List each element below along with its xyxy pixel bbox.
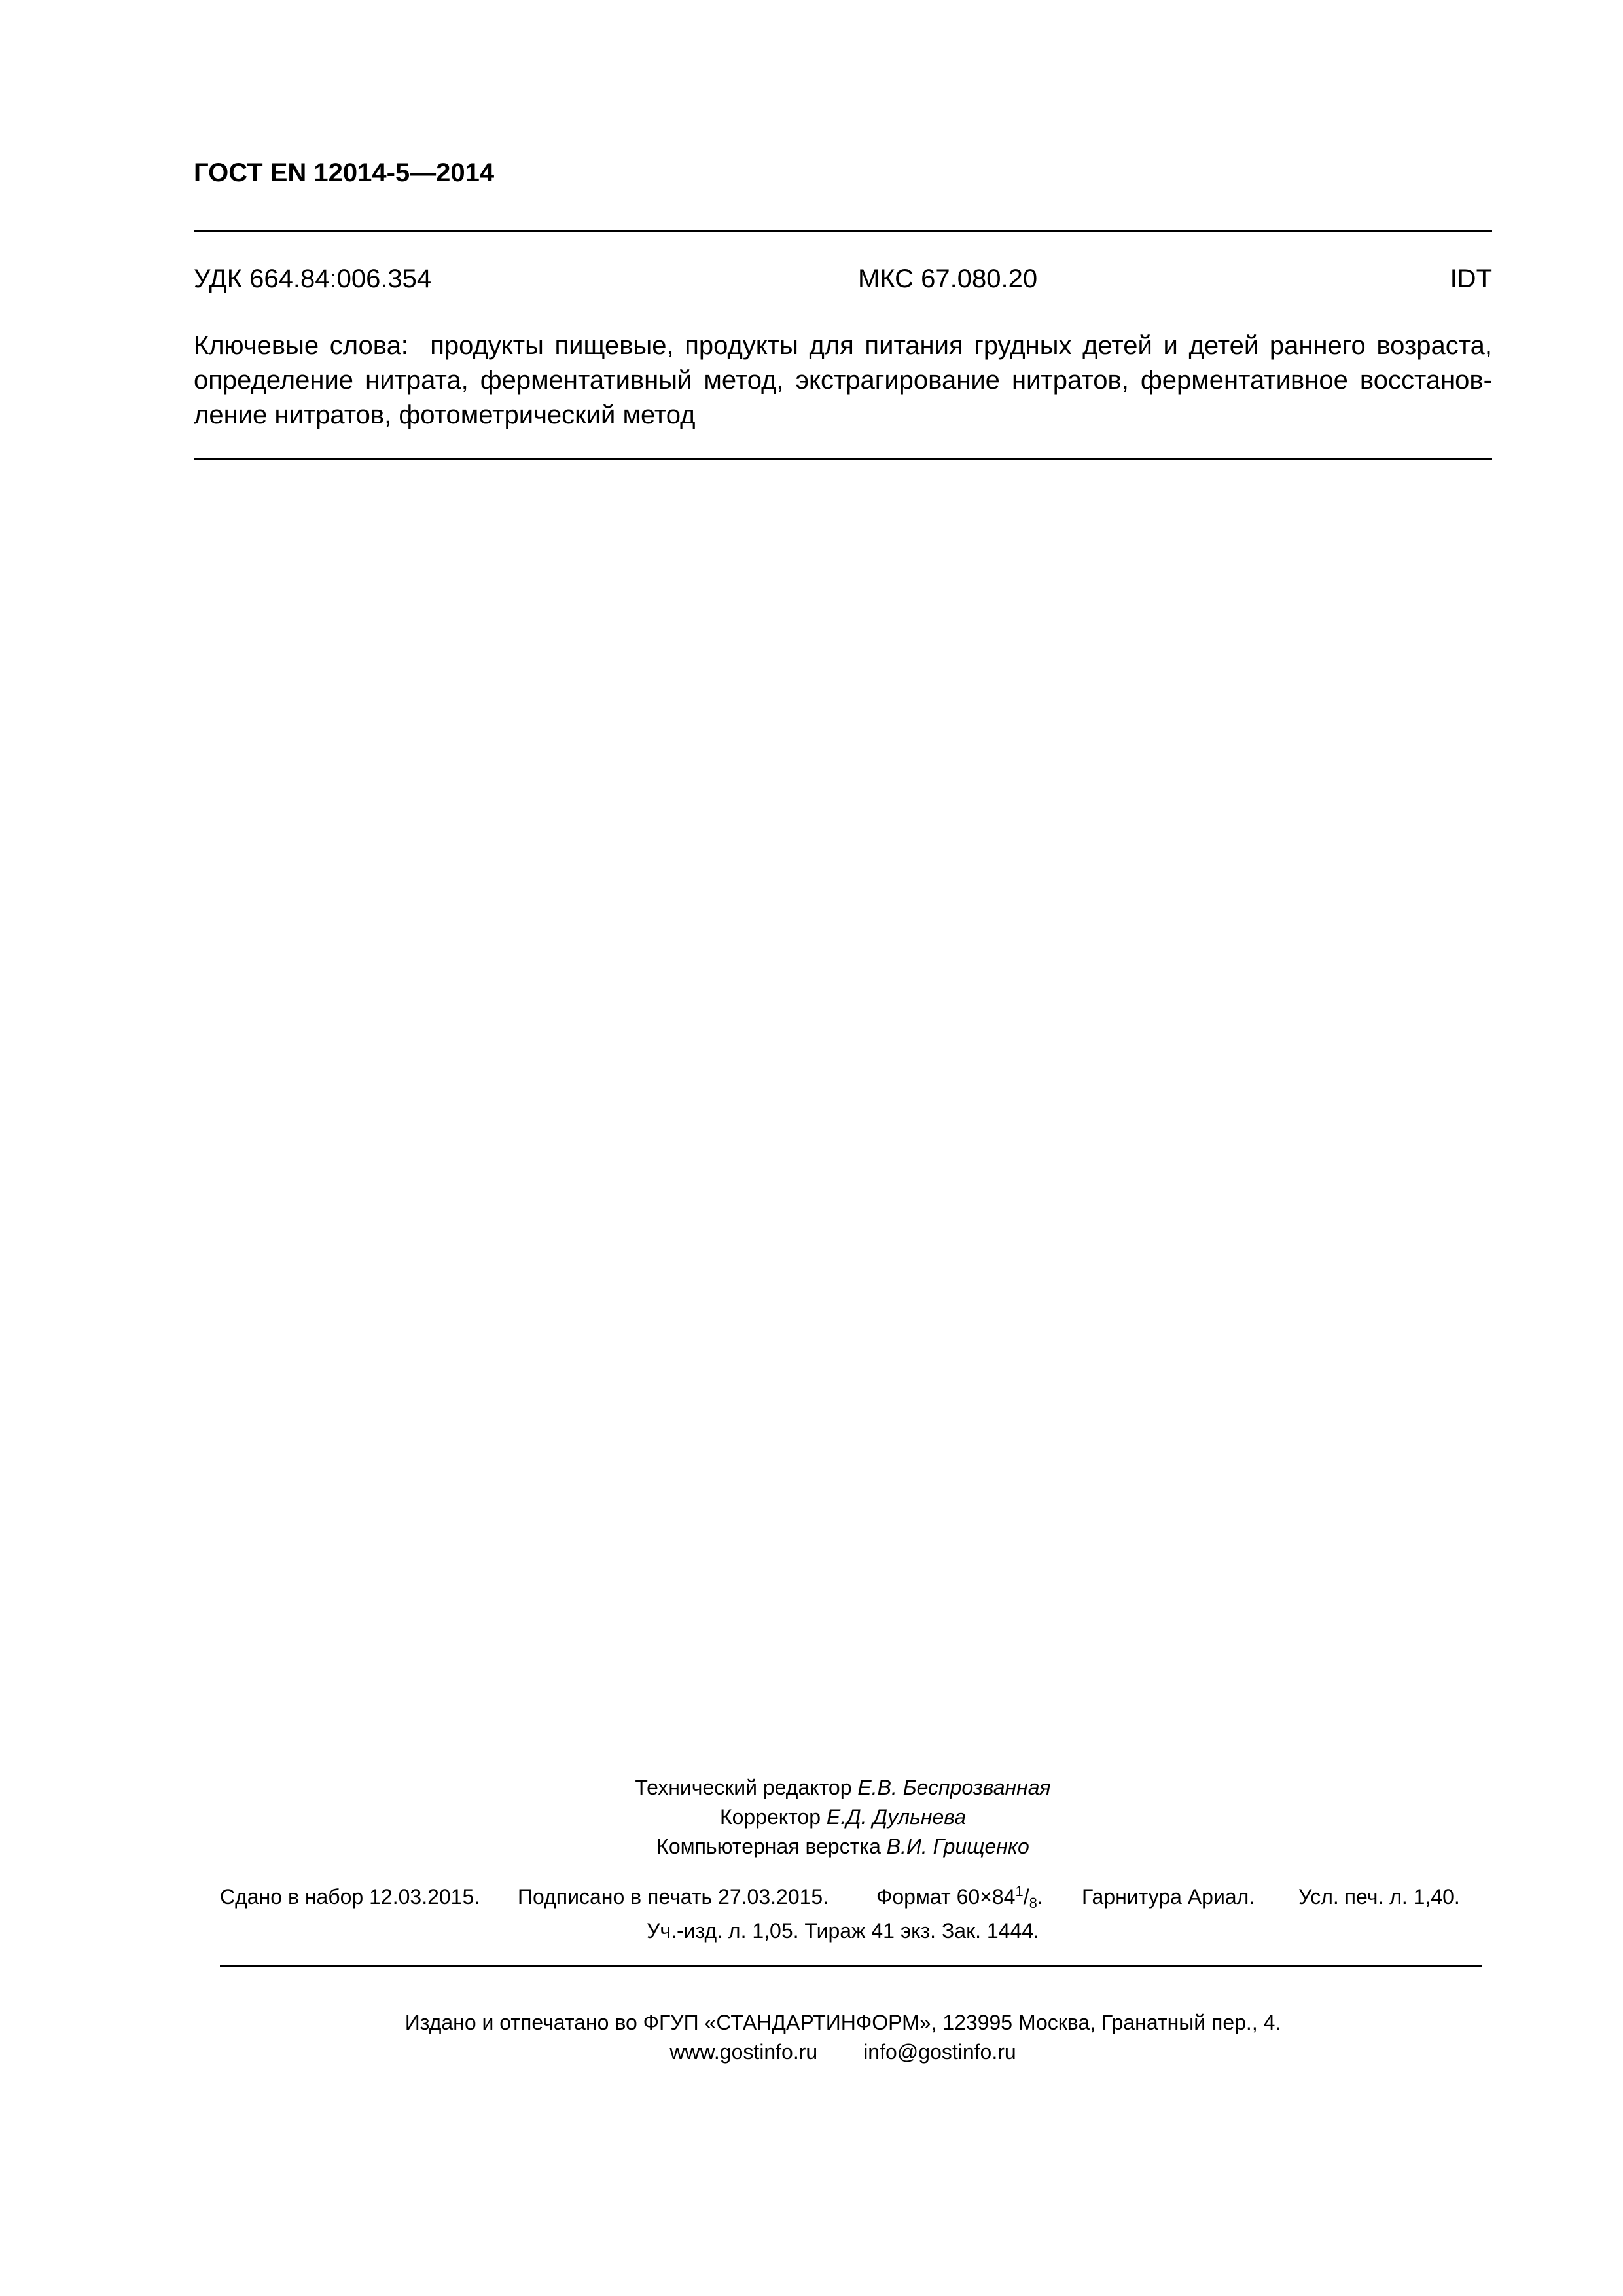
imprint-format — [876, 1883, 1043, 1911]
imprint-row-2: Уч.-изд. л. 1,05. Тираж 41 экз. Зак. 1444. — [647, 1919, 1039, 1943]
editor-name: Е.Д. Дульнева — [826, 1805, 967, 1829]
document-code: ГОСТ EN 12014-5—2014 — [194, 158, 495, 187]
keywords-divider — [194, 458, 1492, 460]
keywords-label: Ключевые слова: — [194, 331, 408, 360]
editor-line-corrector — [194, 1803, 1492, 1832]
mks-code: МКС 67.080.20 — [858, 264, 1038, 293]
imprint-typeface: Гарнитура Ариал. — [1082, 1885, 1255, 1909]
publisher-block — [194, 2008, 1492, 2067]
imprint-format-suffix: . — [1037, 1885, 1043, 1909]
editor-name: Е.В. Беспрозванная — [857, 1776, 1051, 1799]
imprint-format-separator: / — [1023, 1885, 1029, 1909]
idt-mark: IDT — [1450, 264, 1492, 293]
editor-line-layout — [194, 1832, 1492, 1861]
publisher-contacts — [194, 2037, 1492, 2067]
imprint-print-sheets: Усл. печ. л. 1,40. — [1298, 1885, 1460, 1909]
imprint-signed: Подписано в печать 27.03.2015. — [518, 1885, 829, 1909]
editor-role: Корректор — [719, 1805, 821, 1829]
imprint-format-denominator: 8 — [1029, 1895, 1037, 1911]
publisher-address: Издано и отпечатано во ФГУП «СТАНДАРТИНФОРМ», 123995 Москва, Гранатный пер., 4. — [404, 2011, 1281, 2034]
editor-line-technical — [194, 1773, 1492, 1803]
editor-role: Компьютерная верстка — [656, 1835, 881, 1858]
top-divider — [194, 230, 1492, 232]
imprint-divider — [220, 1965, 1482, 1967]
imprint-format-prefix: Формат 60×84 — [876, 1885, 1016, 1909]
publisher-website-link[interactable]: www.gostinfo.ru — [669, 2040, 818, 2064]
keywords-text: продукты пищевые, продукты для питания грудных детей и детей раннего возраста, определение нитрата, ферментативный метод, экстрагирование нитратов, ферментативное восстанов-ление нитратов, фотометрический метод — [194, 331, 1493, 429]
imprint-submitted: Сдано в набор 12.03.2015. — [220, 1885, 480, 1909]
editors-block — [194, 1773, 1492, 1861]
udc-code: УДК 664.84:006.354 — [194, 264, 432, 293]
editor-name: В.И. Грищенко — [886, 1835, 1029, 1858]
publisher-email-link[interactable]: info@gostinfo.ru — [863, 2040, 1016, 2064]
keywords-paragraph — [194, 329, 1492, 433]
editor-role: Технический редактор — [635, 1776, 852, 1799]
imprint-format-numerator: 1 — [1015, 1883, 1024, 1899]
